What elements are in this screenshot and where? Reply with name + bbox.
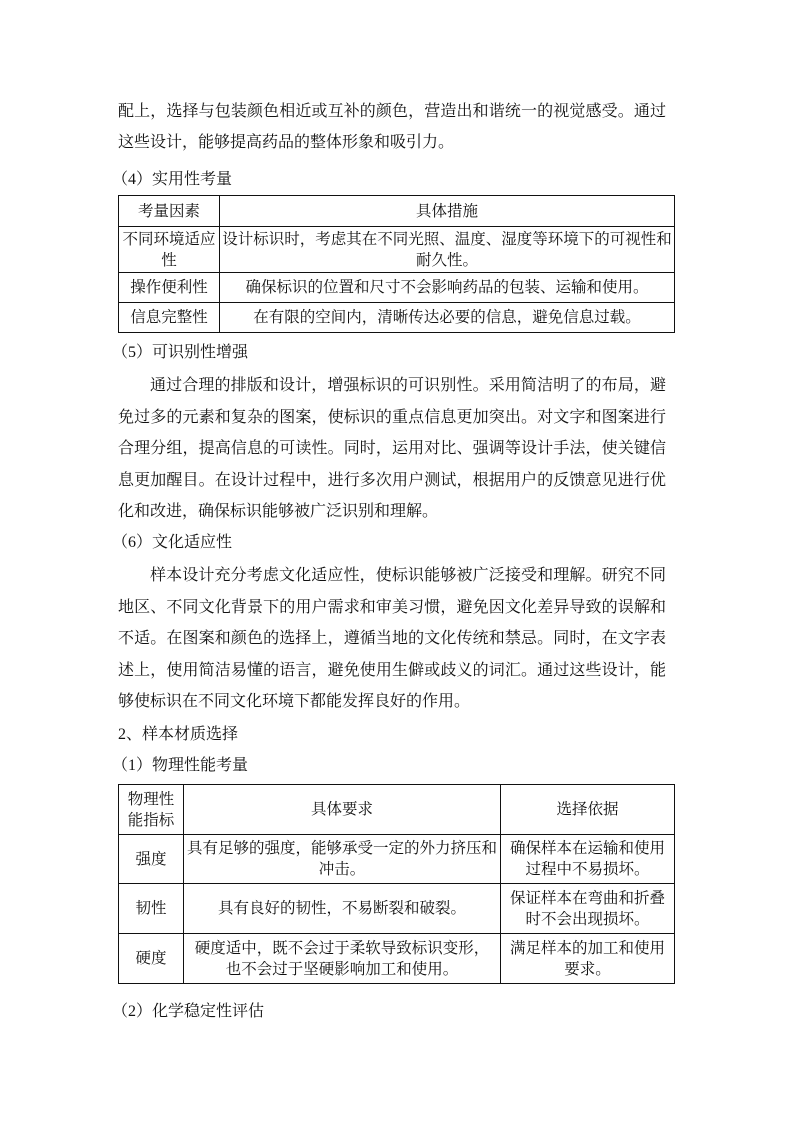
table-cell: 强度 xyxy=(119,835,184,884)
table-cell: 具有足够的强度，能够承受一定的外力挤压和冲击。 xyxy=(184,835,501,884)
heading-practicality: （4）实用性考量 xyxy=(112,171,233,188)
header-cell: 物理性能指标 xyxy=(119,785,184,835)
table-cell: 信息完整性 xyxy=(119,303,220,333)
header-cell: 选择依据 xyxy=(501,785,675,835)
table-cell: 硬度 xyxy=(119,934,184,984)
table-row xyxy=(119,884,675,934)
table-cell: 确保样本在运输和使用过程中不易损坏。 xyxy=(501,835,675,884)
table-cell: 满足样本的加工和使用要求。 xyxy=(501,934,675,984)
table-cell: 确保标识的位置和尺寸不会影响药品的包装、运输和使用。 xyxy=(220,273,675,303)
practicality-table xyxy=(118,195,675,333)
table-cell: 在有限的空间内，清晰传达必要的信息，避免信息过载。 xyxy=(220,303,675,333)
heading-chemical: （2）化学稳定性评估 xyxy=(112,1003,265,1020)
table-cell: 设计标识时，考虑其在不同光照、温度、湿度等环境下的可视性和耐久性。 xyxy=(220,227,675,273)
heading-physical: （1）物理性能考量 xyxy=(112,757,249,774)
recognizability-paragraph: 通过合理的排版和设计，增强标识的可识别性。采用简洁明了的布局，避免过多的元素和复杂的图案，使标识的重点信息更加突出。对文字和图案进行合理分组，提高信息的可读性。同时，运用对比、强调等设计手法，使关键信息更加醒目。在设计过程中，进行多次用户测试，根据用户的反馈意见进行优化和改进，确保标识能够被广泛识别和理解。 xyxy=(118,377,666,520)
physical-properties-table xyxy=(118,784,675,984)
table-header-row xyxy=(119,196,675,227)
cultural-paragraph: 样本设计充分考虑文化适应性，使标识能够被广泛接受和理解。研究不同地区、不同文化背景下的用户需求和审美习惯，避免因文化差异导致的误解和不适。在图案和颜色的选择上，遵循当地的文化传统和禁忌。同时，在文字表述上，使用简洁易懂的语言，避免使用生僻或歧义的词汇。通过这些设计，能够使标识在不同文化环境下都能发挥良好的作用。 xyxy=(118,567,666,710)
table-row xyxy=(119,303,675,333)
table-row xyxy=(119,227,675,273)
intro-paragraph: 配上，选择与包装颜色相近或互补的颜色，营造出和谐统一的视觉感受。通过这些设计，能够提高药品的整体形象和吸引力。 xyxy=(118,103,666,151)
header-cell: 考量因素 xyxy=(119,196,220,227)
table-cell: 硬度适中，既不会过于柔软导致标识变形，也不会过于坚硬影响加工和使用。 xyxy=(184,934,501,984)
header-cell: 具体要求 xyxy=(184,785,501,835)
table-row xyxy=(119,934,675,984)
table-cell: 韧性 xyxy=(119,884,184,934)
table-row xyxy=(119,835,675,884)
table-row xyxy=(119,273,675,303)
heading-cultural: （6）文化适应性 xyxy=(112,534,233,551)
table-header-row xyxy=(119,785,675,835)
table-cell: 操作便利性 xyxy=(119,273,220,303)
table-cell: 保证样本在弯曲和折叠时不会出现损坏。 xyxy=(501,884,675,934)
section-material: 2、样本材质选择 xyxy=(118,726,239,743)
table-cell: 具有良好的韧性，不易断裂和破裂。 xyxy=(184,884,501,934)
table-cell: 不同环境适应性 xyxy=(119,227,220,273)
header-cell: 具体措施 xyxy=(220,196,675,227)
heading-recognizability: （5）可识别性增强 xyxy=(112,344,249,361)
